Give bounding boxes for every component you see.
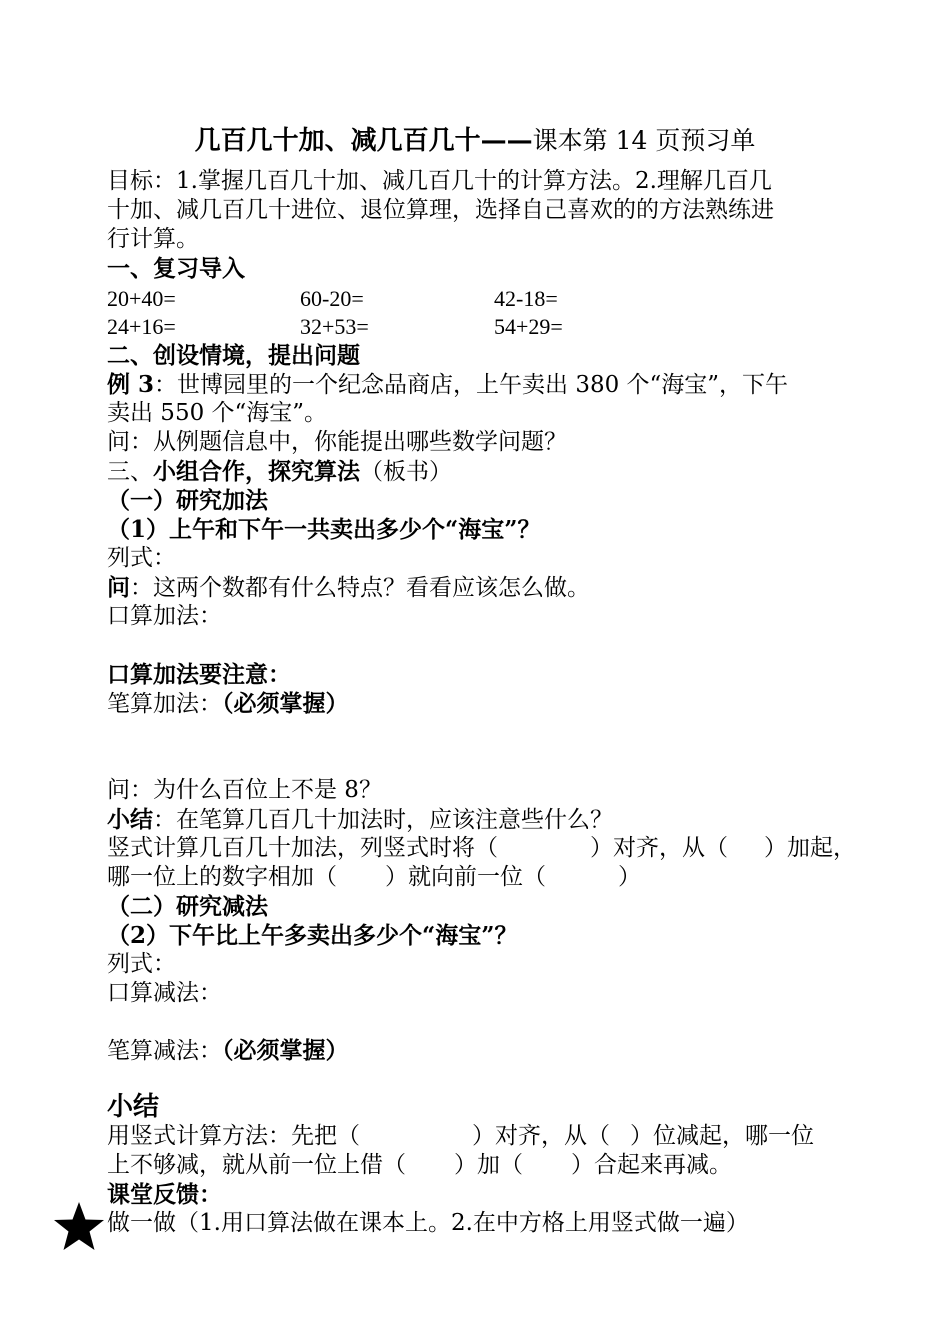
subtraction-question: （2）下午比上午多卖出多少个“海宝”？ — [107, 922, 518, 949]
section3-title: 小组合作，探究算法 — [153, 458, 360, 485]
fill-text: ）合起来再减。 — [571, 1152, 732, 1178]
fill-text: ）加起， — [764, 835, 856, 861]
summary-label: 小结 — [107, 806, 153, 833]
fill-text: 竖式计算几百几十加法，列竖式时将（ — [107, 835, 498, 861]
title-sub: 课本第 14 页预习单 — [532, 126, 756, 155]
addition-summary — [107, 805, 613, 835]
written-addition-label: 笔算加法： — [107, 691, 222, 717]
section3-prefix: 三、 — [107, 459, 153, 485]
addition-formula: 列式： — [107, 545, 176, 571]
fill-blank-line-1 — [107, 834, 856, 863]
why-question: 问：为什么百位上不是 8？ — [107, 777, 382, 803]
summary-heading: 小结 — [107, 1092, 160, 1122]
objective-line-3: 行计算。 — [107, 226, 199, 252]
fill-text: ）对齐，从（ — [472, 1123, 610, 1149]
addition-ask — [107, 573, 590, 603]
fill-blank-line-2 — [107, 863, 641, 892]
section2-heading: 二、创设情境，提出问题 — [107, 342, 360, 369]
must-master-note: （必须掌握） — [222, 690, 349, 717]
fill-text: 用竖式计算方法：先把（ — [107, 1123, 360, 1149]
document-title — [0, 120, 950, 157]
fill-text: ）就向前一位（ — [385, 864, 546, 890]
must-master-note: （必须掌握） — [222, 1037, 349, 1064]
exercise: 24+16= — [107, 314, 176, 339]
written-subtraction-label: 笔算减法： — [107, 1038, 222, 1064]
exercise: 54+29= — [494, 314, 563, 339]
exercise: 32+53= — [300, 314, 369, 339]
section3-suffix: （板书） — [360, 459, 452, 485]
subtraction-formula: 列式： — [107, 951, 176, 977]
feedback-task: 做一做（1.用口算法做在课本上。2.在中方格上用竖式做一遍） — [107, 1210, 749, 1236]
ask-text: ：这两个数都有什么特点？看看应该怎么做。 — [130, 575, 590, 601]
ask-label: 问 — [107, 574, 130, 601]
fill-text: ）加（ — [454, 1152, 523, 1178]
title-main: 几百几十加、减几百几十—— — [194, 126, 533, 156]
fill-text: 哪一位上的数字相加（ — [107, 864, 337, 890]
section1-heading: 一、复习导入 — [107, 255, 245, 282]
objective-line-1: 目标：1.掌握几百几十加、减几百几十的计算方法。2.理解几百几 — [107, 168, 772, 194]
oral-subtraction: 口算减法： — [107, 980, 222, 1006]
example-line-2: 卖出 550 个“海宝”。 — [107, 400, 328, 426]
example-text: ：世博园里的一个纪念品商店，上午卖出 380 个“海宝”，下午 — [154, 372, 789, 398]
objective-line-2: 十加、减几百几十进位、退位算理，选择自己喜欢的的方法熟练进 — [107, 197, 774, 223]
star-icon — [52, 1200, 106, 1254]
oral-addition-note: 口算加法要注意： — [107, 661, 291, 688]
addition-heading: （一）研究加法 — [107, 487, 268, 514]
fill-text: ）对齐，从（ — [590, 835, 728, 861]
subtraction-heading: （二）研究减法 — [107, 893, 268, 920]
exercise: 20+40= — [107, 286, 176, 311]
summary-line-2 — [107, 1151, 732, 1180]
written-subtraction — [107, 1036, 349, 1066]
summary-text: ：在笔算几百几十加法时，应该注意些什么？ — [153, 807, 613, 833]
written-addition — [107, 689, 349, 719]
feedback-heading: 课堂反馈： — [107, 1181, 222, 1208]
addition-question: （1）上午和下午一共卖出多少个“海宝”？ — [107, 516, 541, 543]
fill-text: 上不够减，就从前一位上借（ — [107, 1152, 406, 1178]
oral-addition: 口算加法： — [107, 603, 222, 629]
section3-heading — [107, 457, 452, 487]
example-question: 问：从例题信息中，你能提出哪些数学问题？ — [107, 429, 567, 455]
fill-text: ） — [618, 864, 641, 890]
example-label: 例 3 — [107, 371, 155, 398]
example-line-1 — [107, 370, 788, 400]
fill-text: ）位减起，哪一位 — [630, 1123, 814, 1149]
summary-line-1 — [107, 1122, 814, 1151]
exercise: 42-18= — [494, 286, 558, 311]
exercise: 60-20= — [300, 286, 364, 311]
